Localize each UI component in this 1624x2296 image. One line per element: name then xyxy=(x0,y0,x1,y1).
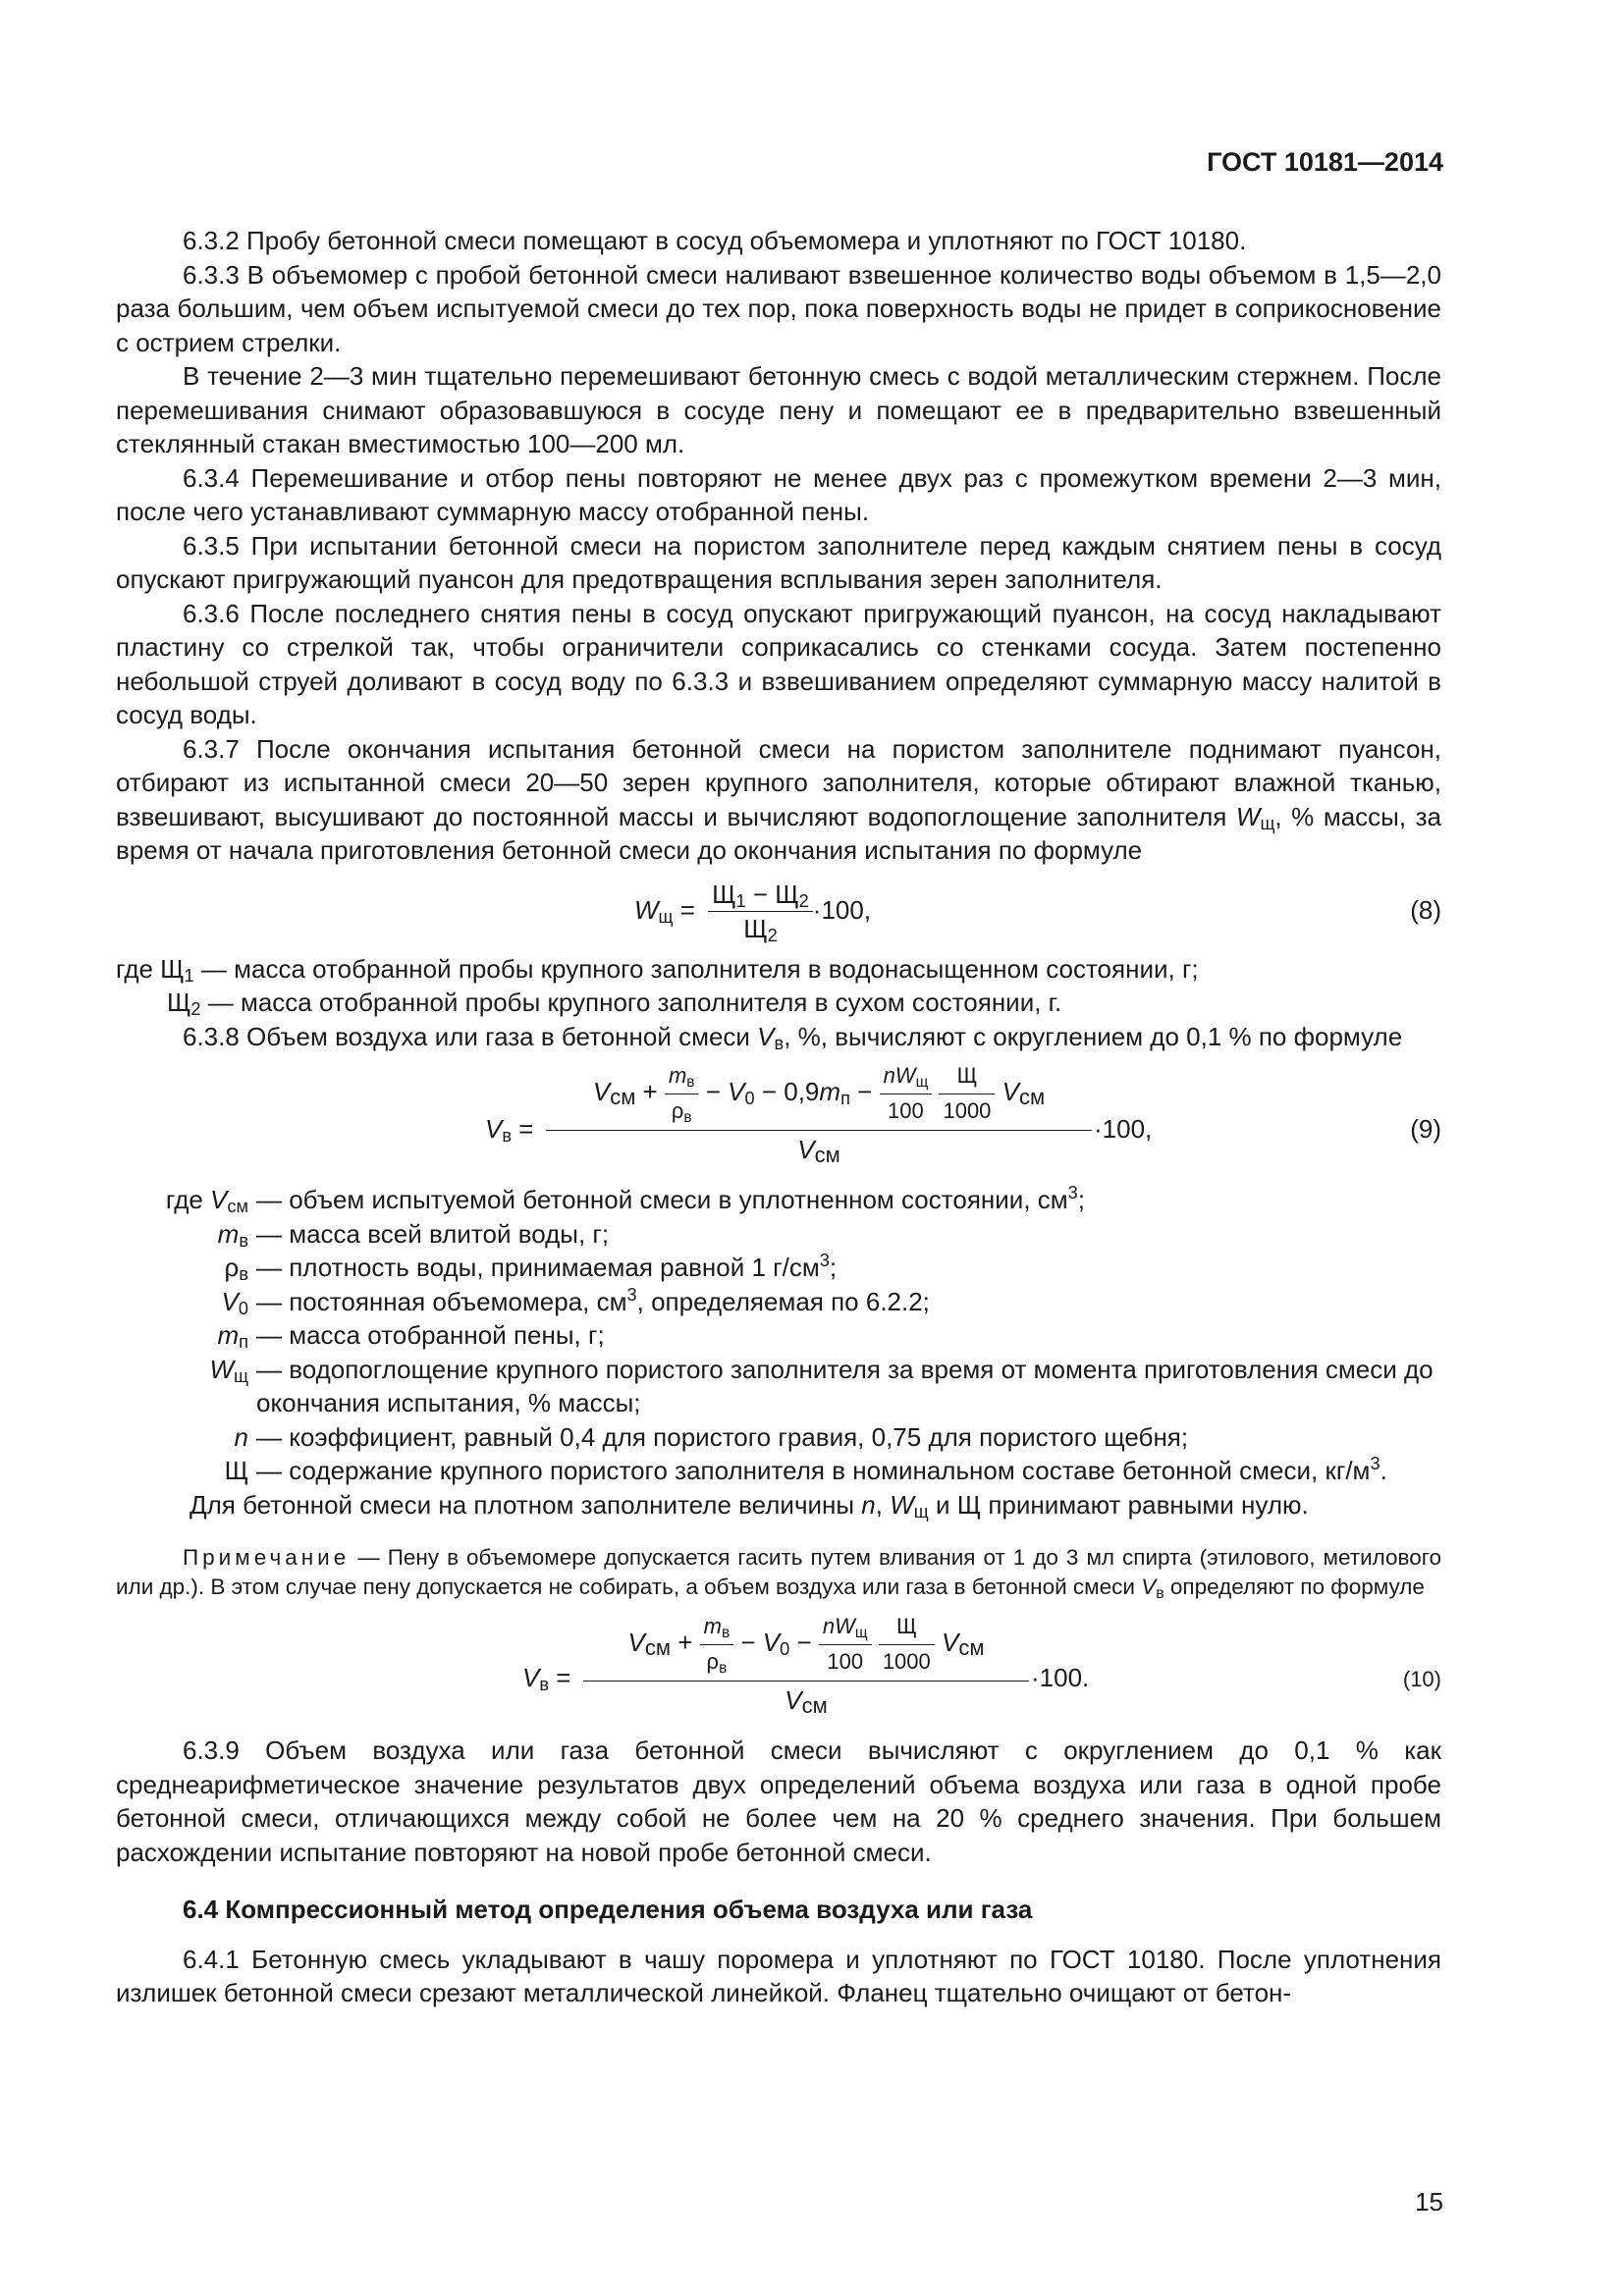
where-item-sh1: где $Щ_1$ — масса отобранной пробы крупного заполнителя в водонасыщенном состоянии, г; xyxy=(116,953,1199,986)
document-code: ГОСТ 10181—2014 xyxy=(1207,147,1443,177)
paragraph-6-3-2: 6.3.2 Пробу бетонной смеси помещают в сосуд объемомера и уплотняют по ГОСТ 10180. xyxy=(183,226,1247,255)
paragraph-dense-aggregate: Для бетонной смеси на плотном заполнителе величины n, $W_щ$ и Щ принимают равными нулю. xyxy=(189,1489,1309,1522)
page-content xyxy=(116,224,1441,2010)
formula-8-fraction: $\frac{Щ_1 - Щ_2}{Щ_2}$ xyxy=(708,878,813,946)
def-n: n — коэффициент, равный 0,4 для пористого гравия, 0,75 для пористого щебня; xyxy=(234,1421,1189,1452)
formula-10: $V_в$ = $V_{см}$ + $\frac{m_в}{\rho_в}$ − $V_0$ − $\frac{nW_щ}{100}$ $\frac{Щ}{1000}$ $V_{см}$ $V_{см}$ ·100. (10) xyxy=(116,1610,1441,1726)
paragraph-6-3-5: 6.3.5 При испытании бетонной смеси на пористом заполнителе перед каждым снятием пены в сосуд опускают пригружающий пуансон для предотвращения всплывания зерен заполнителя. xyxy=(116,530,1441,594)
def-v-sm: где $V_{см}$ — объем испытуемой бетонной смеси в уплотненном состоянии, $см^3$; xyxy=(165,1183,1086,1216)
def-m-v: $m_в$ — масса всей влитой воды, г; xyxy=(217,1218,610,1251)
def-w-sh: $W_щ$ — водопоглощение крупного пористого заполнителя за время от момента приготовления смеси до окончания испытания, % массы; xyxy=(209,1354,1434,1417)
page-number: 15 xyxy=(1415,2187,1443,2216)
def-rho-v: $\rho_в$ — плотность воды, принимаемая равной 1 $г/см^3$; xyxy=(224,1251,838,1284)
def-v0: $V_0$ — постоянная объемомера, $см^3$, определяемая по 6.2.2; xyxy=(221,1284,930,1318)
def-m-p: $m_п$ — масса отобранной пены, г; xyxy=(217,1320,605,1352)
formula-8-number: (8) xyxy=(1410,894,1441,925)
paragraph-6-3-7: 6.3.7 После окончания испытания бетонной смеси на пористом заполнителе поднимают пуансон, отбирают из испытанной смеси 20—50 зерен крупного заполнителя, которые обтирают влажной тканью, взвешивают, высушивают до постоянной массы и вычисляют водопоглощение заполнителя $W_щ$, % массы, за время от начала приготовления бетонной смеси до окончания испытания по формуле xyxy=(116,733,1441,865)
paragraph-6-3-3: 6.3.3 В объемомер с пробой бетонной смеси наливают взвешенное количество воды объемом в 1,5—2,0 раза большим, чем объем испытуемой смеси до тех пор, пока поверхность воды не придет в соприкосновение с острием стрелки. xyxy=(116,259,1441,357)
paragraph-mixing: В течение 2—3 мин тщательно перемешивают бетонную смесь с водой металлическим стержнем. После перемешивания снимают образовавшуюся в сосуде пену и помещают ее в предварительно взвешенный стеклянный стакан вместимостью 100—200 мл. xyxy=(116,361,1441,458)
paragraph-6-4-1: 6.4.1 Бетонную смесь укладывают в чашу поромера и уплотняют по ГОСТ 10180. После уплотнения излишек бетонной смеси срезают металлической линейкой. Фланец тщательно очищают от бетон- xyxy=(116,1944,1441,2007)
note: Примечание — Пену в объемомере допускается гасить путем вливания от 1 до 3 мл спирта (этилового, метилового или др.). В этом случае пену допускается не собирать, а объем воздуха или газа в бетонной смеси $V_в$ определяют по формуле xyxy=(116,1545,1441,1602)
formula-10-number: (10) xyxy=(1402,1667,1441,1691)
paragraph-6-3-6: 6.3.6 После последнего снятия пены в сосуд опускают пригружающий пуансон, на сосуд накладывают пластину со стрелкой так, чтобы ограничители соприкасались со стенками сосуда. Затем постепенно небольшой струей доливают в сосуд воду по 6.3.3 и взвешиванием определяют суммарную массу налитой в сосуд воды. xyxy=(116,598,1441,729)
paragraph-6-3-4: 6.3.4 Перемешивание и отбор пены повторяют не менее двух раз с промежутком времени 2—3 мин, после чего устанавливают суммарную массу отобранной пены. xyxy=(116,462,1441,526)
formula-9: $V_в$ = $V_{см}$ + $\frac{m_в}{\rho_в}$ − $V_0 - 0,9m_п$ − $\frac{nW_щ}{100}$ $\frac{Щ}{1000}$ $V_{см}$ $V_{см}$ ·100, (9) xyxy=(116,1059,1441,1181)
where-item-sh2: $Щ_2$ — масса отобранной пробы крупного заполнителя в сухом состоянии, г. xyxy=(167,988,1062,1019)
paragraph-6-3-8: 6.3.8 Объем воздуха или газа в бетонной смеси $V_в$, %, вычисляют с округлением до 0,1 % по формуле xyxy=(183,1021,1403,1053)
formula-8: $W_щ$ = $\frac{Щ_1 - Щ_2}{Щ_2}$ ·100, (8) xyxy=(634,879,1441,945)
section-heading-6-4: 6.4 Компрессионный метод определения объема воздуха или газа xyxy=(183,1895,1033,1924)
def-sh: Щ — содержание крупного пористого заполнителя в номинальном составе бетонной смеси, $кг/м^3$. xyxy=(224,1454,1387,1485)
formula-9-number: (9) xyxy=(1410,1114,1441,1144)
paragraph-6-3-9: 6.3.9 Объем воздуха или газа бетонной смеси вычисляют с округлением до 0,1 % как среднеарифметическое значение результатов двух определений объема воздуха или газа в одной пробе бетонной смеси, отличающихся между собой не более чем на 20 % среднего значения. При большем расхождении испытание повторяют на новой пробе бетонной смеси. xyxy=(116,1735,1441,1867)
